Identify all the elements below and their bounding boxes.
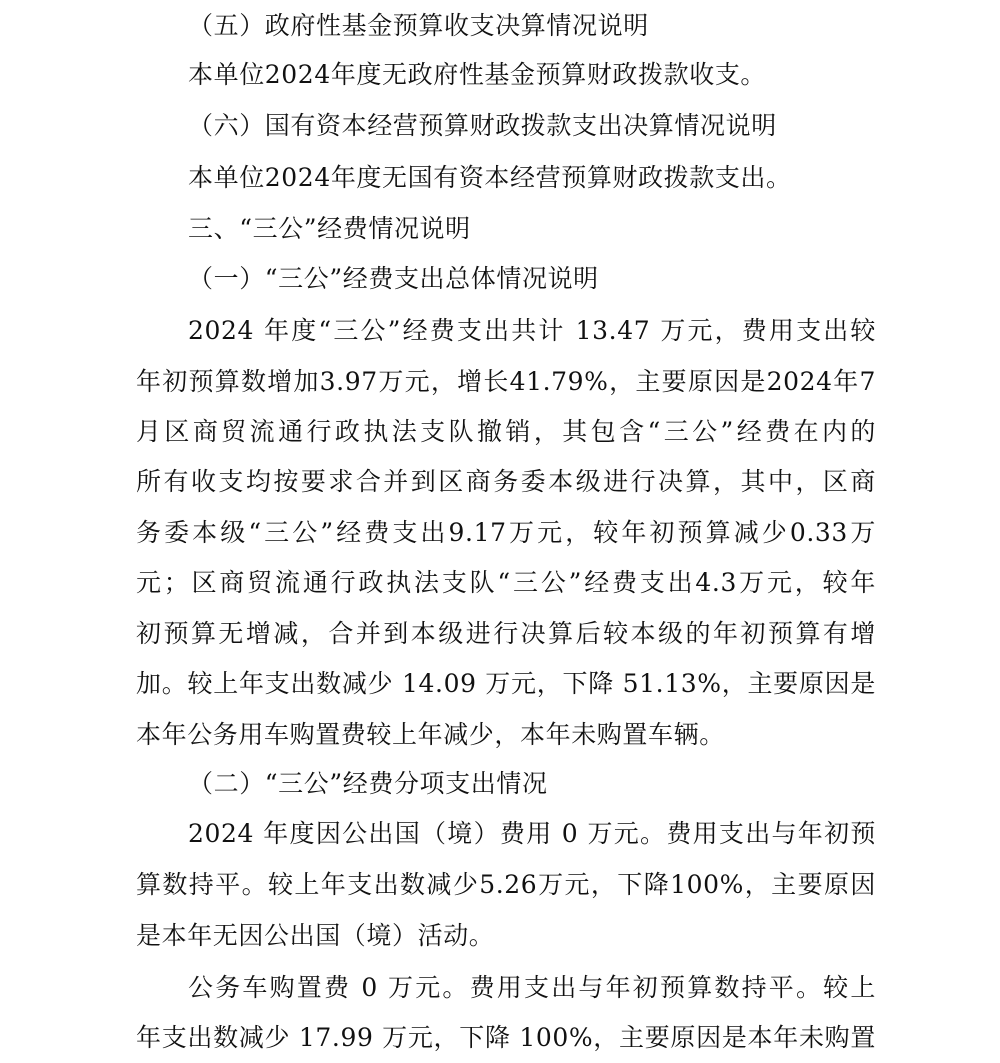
paragraph-line: 所有收支均按要求合并到区商务委本级进行决算，其中，区商 (136, 467, 876, 496)
paragraph-line: 2024 年度因公出国（境）费用 0 万元。费用支出与年初预 (188, 819, 876, 848)
paragraph-line: 本年公务用车购置费较上年减少，本年未购置车辆。 (136, 720, 725, 749)
paragraph-line: 年初预算数增加3.97万元，增长41.79%，主要原因是2024年7 (136, 367, 876, 396)
paragraph-line: 加。较上年支出数减少 14.09 万元，下降 51.13%，主要原因是 (136, 669, 876, 698)
subsection-heading: （二）“三公”经费分项支出情况 (188, 769, 548, 798)
paragraph-line: 年支出数减少 17.99 万元，下降 100%，主要原因是本年未购置 (136, 1023, 876, 1052)
paragraph-line: 元；区商贸流通行政执法支队“三公”经费支出4.3万元，较年 (136, 568, 876, 597)
paragraph-line: 本单位2024年度无国有资本经营预算财政拨款支出。 (188, 163, 792, 192)
paragraph-line: 2024 年度“三公”经费支出共计 13.47 万元，费用支出较 (188, 316, 876, 345)
paragraph-line: 务委本级“三公”经费支出9.17万元，较年初预算减少0.33万 (136, 518, 876, 547)
section-heading: 三、“三公”经费情况说明 (188, 214, 471, 243)
paragraph-line: 公务车购置费 0 万元。费用支出与年初预算数持平。较上 (188, 973, 876, 1002)
paragraph-line: 月区商贸流通行政执法支队撤销，其包含“三公”经费在内的 (136, 417, 876, 446)
subsection-heading: （六）国有资本经营预算财政拨款支出决算情况说明 (188, 111, 777, 140)
paragraph-line: 是本年无因公出国（境）活动。 (136, 921, 495, 950)
subsection-heading: （五）政府性基金预算收支决算情况说明 (188, 11, 649, 40)
paragraph-line: 本单位2024年度无政府性基金预算财政拨款收支。 (188, 60, 767, 89)
subsection-heading: （一）“三公”经费支出总体情况说明 (188, 264, 599, 293)
paragraph-line: 算数持平。较上年支出数减少5.26万元，下降100%，主要原因 (136, 870, 876, 899)
paragraph-line: 初预算无增减，合并到本级进行决算后较本级的年初预算有增 (136, 619, 876, 648)
